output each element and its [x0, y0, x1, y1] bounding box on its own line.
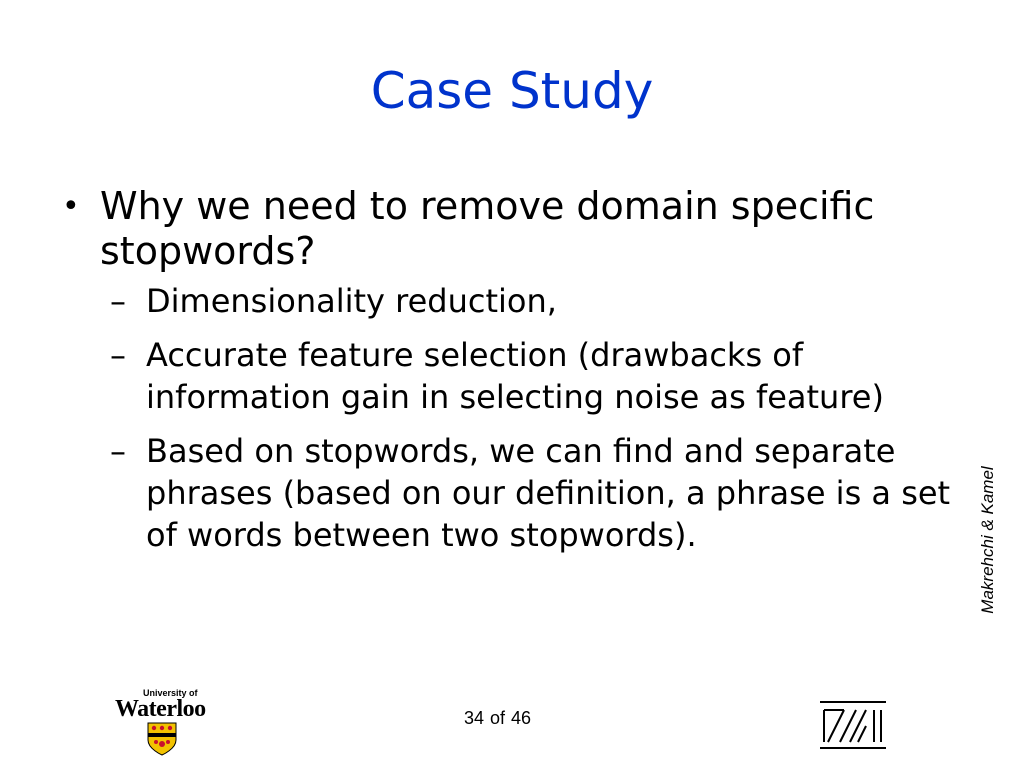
- page-total: 46: [511, 708, 532, 728]
- side-credit: Makrehchi & Kamel: [978, 466, 997, 614]
- slide-body: [62, 184, 962, 568]
- sub-bullet-text: Dimensionality reduction,: [146, 282, 557, 320]
- sub-bullet-text: Based on stopwords, we can find and separate phrases (based on our definition, a phrase is a set of words between two stopwords).: [146, 432, 951, 554]
- page-current: 34: [464, 708, 485, 728]
- bullet-item: [62, 184, 962, 274]
- logo-wordmark: Waterloo: [115, 696, 206, 722]
- pami-logo: [818, 700, 888, 750]
- sub-bullet-marker: –: [110, 336, 126, 374]
- shield-icon: [147, 722, 177, 756]
- sub-bullet-item: [62, 334, 962, 418]
- bullet-marker: •: [62, 189, 80, 224]
- university-of-waterloo-logo: [113, 688, 211, 758]
- bullet-text: Why we need to remove domain specific stopwords?: [100, 184, 875, 273]
- logo-small-text: University of: [143, 688, 198, 698]
- page-of: of: [490, 708, 506, 728]
- sub-bullet-list: [62, 280, 962, 556]
- sub-bullet-marker: –: [110, 282, 126, 320]
- slide-title: Case Study: [370, 62, 654, 120]
- sub-bullet-item: [62, 280, 962, 322]
- sub-bullet-text: Accurate feature selection (drawbacks of information gain in selecting noise as feature): [146, 336, 884, 416]
- page-number: [464, 708, 537, 729]
- sub-bullet-item: [62, 430, 962, 556]
- sub-bullet-marker: –: [110, 432, 126, 470]
